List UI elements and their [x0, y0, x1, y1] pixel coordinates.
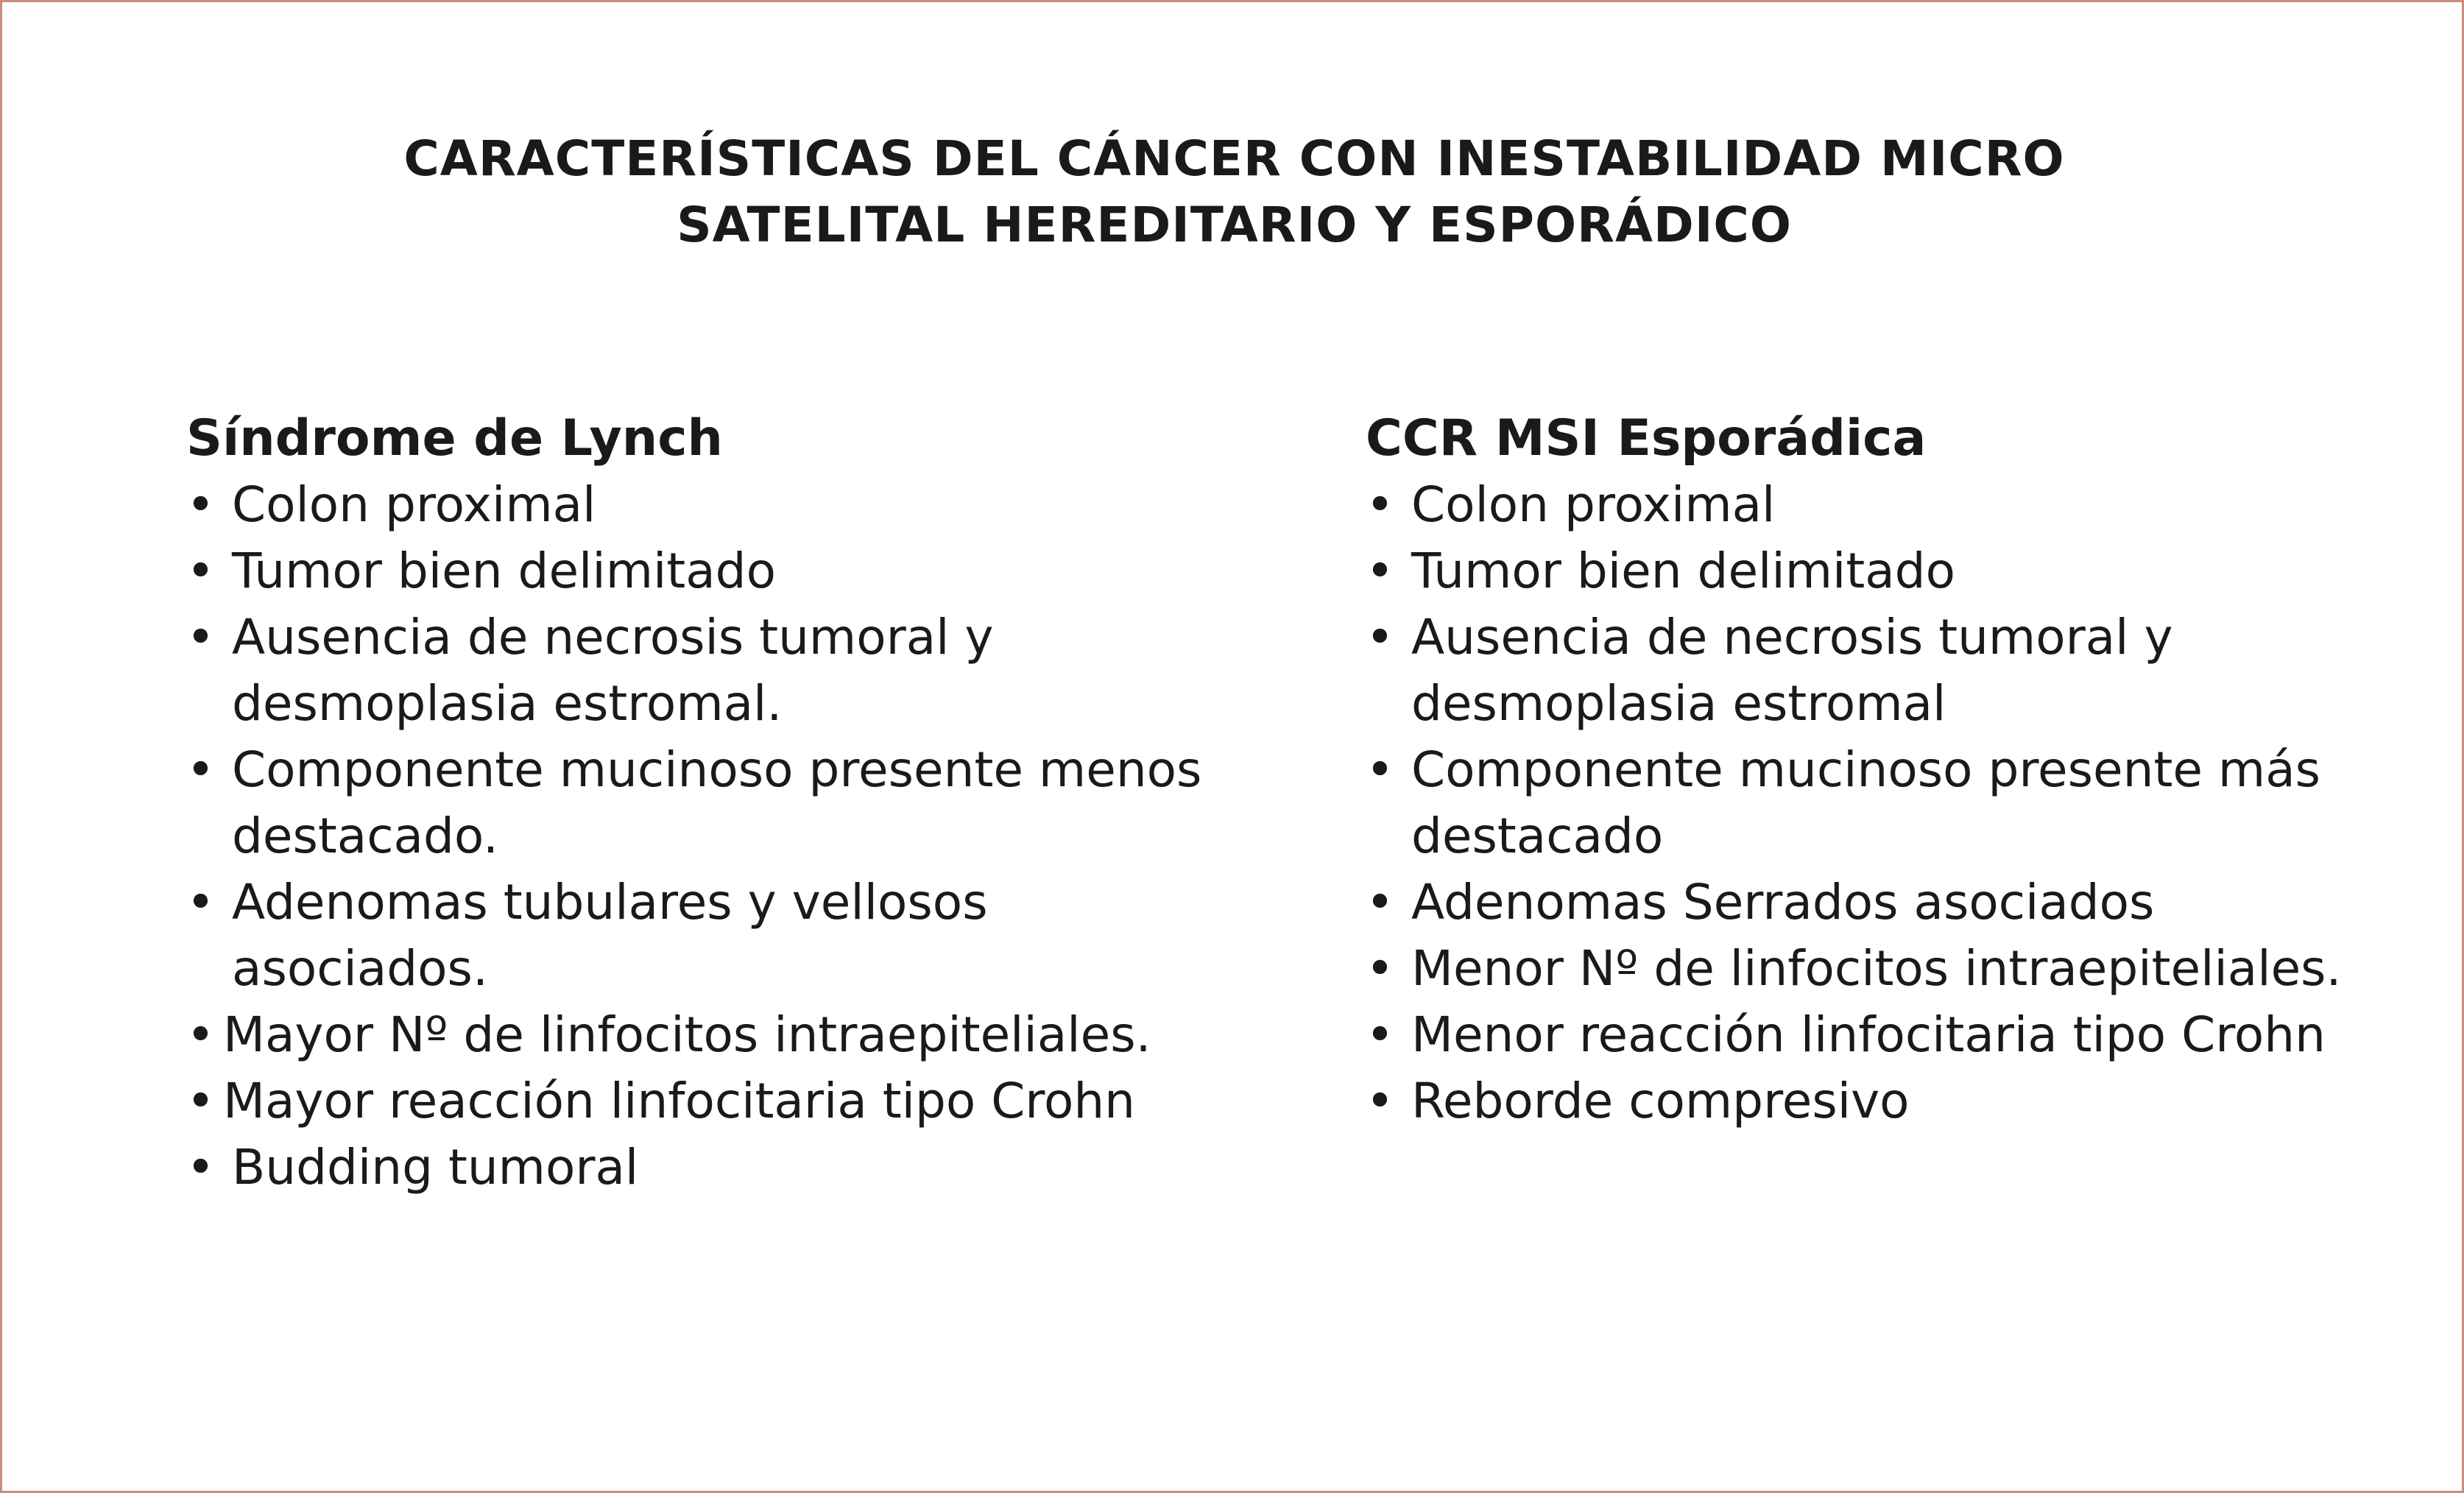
list-item: • Componente mucinoso presente más destacado [1366, 737, 2426, 869]
title-line-2: SATELITAL HEREDITARIO Y ESPORÁDICO [677, 197, 1792, 253]
list-item: • Componente mucinoso presente menos destacado. [186, 737, 1232, 869]
sporadic-msi-list [1366, 472, 2426, 1134]
sporadic-msi-column [1366, 406, 2426, 1134]
list-item: • Colon proximal [186, 472, 1232, 538]
lynch-list [186, 472, 1232, 1201]
list-item: • Menor Nº de linfocitos intraepiteliales. [1366, 936, 2426, 1002]
list-item: • Ausencia de necrosis tumoral y desmoplasia estromal. [186, 604, 1232, 737]
title-line-1: CARACTERÍSTICAS DEL CÁNCER CON INESTABILIDAD MICRO [403, 130, 2065, 187]
list-item: • Budding tumoral [186, 1134, 1232, 1201]
list-item: • Adenomas tubulares y vellosos asociados. [186, 869, 1232, 1002]
list-item: • Mayor reacción linfocitaria tipo Crohn [186, 1068, 1232, 1134]
lynch-heading: Síndrome de Lynch [186, 409, 723, 467]
list-item: • Mayor Nº de linfocitos intraepiteliales. [186, 1002, 1232, 1068]
page-title [2, 126, 2464, 258]
list-item: • Adenomas Serrados asociados [1366, 869, 2426, 936]
sporadic-msi-heading: CCR MSI Esporádica [1366, 409, 1927, 467]
list-item: • Tumor bien delimitado [186, 538, 1232, 604]
list-item: • Menor reacción linfocitaria tipo Crohn [1366, 1002, 2426, 1068]
list-item: • Colon proximal [1366, 472, 2426, 538]
list-item: • Tumor bien delimitado [1366, 538, 2426, 604]
list-item: • Reborde compresivo [1366, 1068, 2426, 1134]
list-item: • Ausencia de necrosis tumoral y desmoplasia estromal [1366, 604, 2426, 737]
lynch-column [186, 406, 1232, 1201]
